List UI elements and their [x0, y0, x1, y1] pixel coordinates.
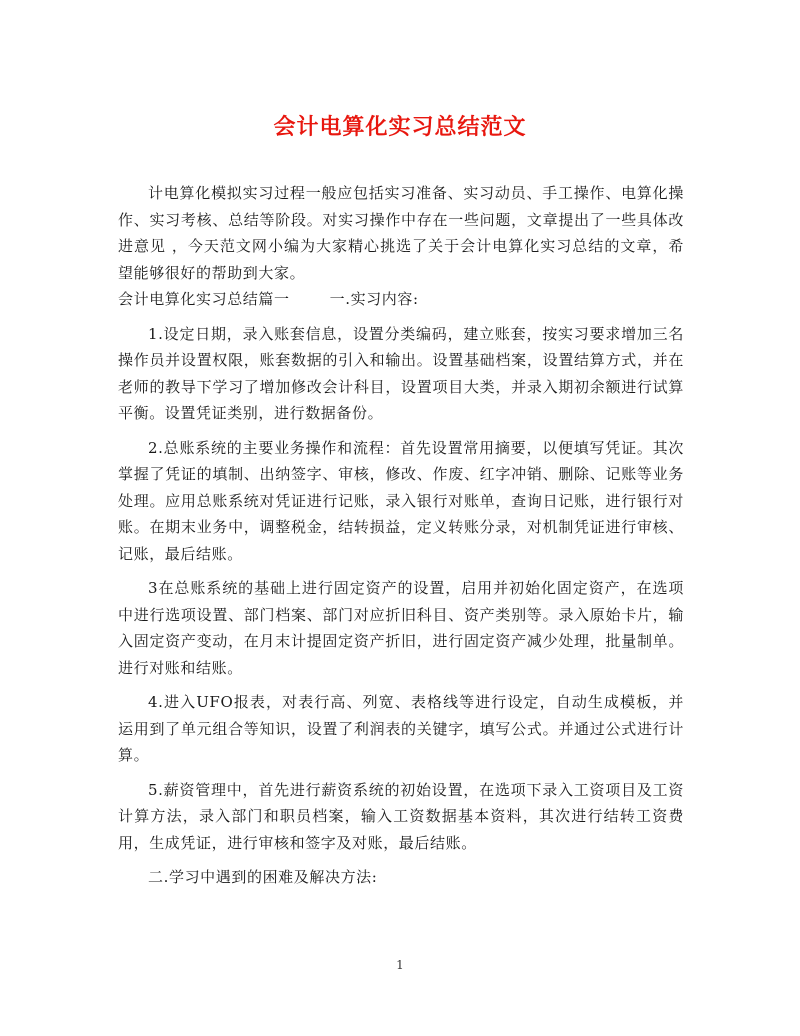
section2-heading: 二.学习中遇到的困难及解决方法: [148, 868, 378, 886]
list-item: 4.进入UFO报表，对表行高、列宽、表格线等进行设定，自动生成模板，并运用到了单元组合等知识，设置了利润表的关键字，填写公式。并通过公式进行计算。 [118, 693, 684, 764]
list-item: 5.薪资管理中，首先进行薪资系统的初始设置，在选项下录入工资项目及工资计算方法，录入部门和职员档案，输入工资数据基本资料，其次进行结转工资费用，生成凭证，进行审核和签字及对账，最后结账。 [118, 780, 684, 852]
section-title: 会计电算化实习总结篇一 [118, 290, 290, 308]
intro-paragraph: 计电算化模拟实习过程一般应包括实习准备、实习动员、手工操作、电算化操作、实习考核、总结等阶段。对实习操作中存在一些问题，文章提出了一些具体改进意见 ，今天范文网小编为大家精心挑选了关于会计电算化实习总结的文章，希望能够很好的帮助到大家。 [118, 184, 684, 282]
list-item: 3在总账系统的基础上进行固定资产的设置，启用并初始化固定资产，在选项中进行选项设置、部门档案、部门对应折旧科目、资产类别等。录入原始卡片，输入固定资产变动，在月末计提固定资产折旧，进行固定资产减少处理，批量制单。进行对账和结账。 [118, 579, 684, 677]
list-item: 2.总账系统的主要业务操作和流程：首先设置常用摘要，以便填写凭证。其次掌握了凭证的填制、出纳签字、审核，修改、作废、红字冲销、删除、记账等业务处理。应用总账系统对凭证进行记账，录入银行对账单，查询日记账，进行银行对账。在期末业务中，调整税金，结转损益，定义转账分录，对机制凭证进行审核、记账，最后结账。 [118, 438, 684, 563]
section-heading [118, 286, 684, 313]
page-number: 1 [396, 958, 404, 972]
list-item: 1.设定日期，录入账套信息，设置分类编码，建立账套，按实习要求增加三名操作员并设置权限，账套数据的引入和输出。设置基础档案，设置结算方式，并在老师的教导下学习了增加修改会计科目，设置项目大类，并录入期初余额进行试算平衡。设置凭证类别，进行数据备份。 [118, 324, 684, 422]
document-body [118, 180, 684, 891]
document-title: 会计电算化实习总结范文 [273, 114, 527, 140]
section-subtitle: 一.实习内容: [329, 290, 419, 308]
